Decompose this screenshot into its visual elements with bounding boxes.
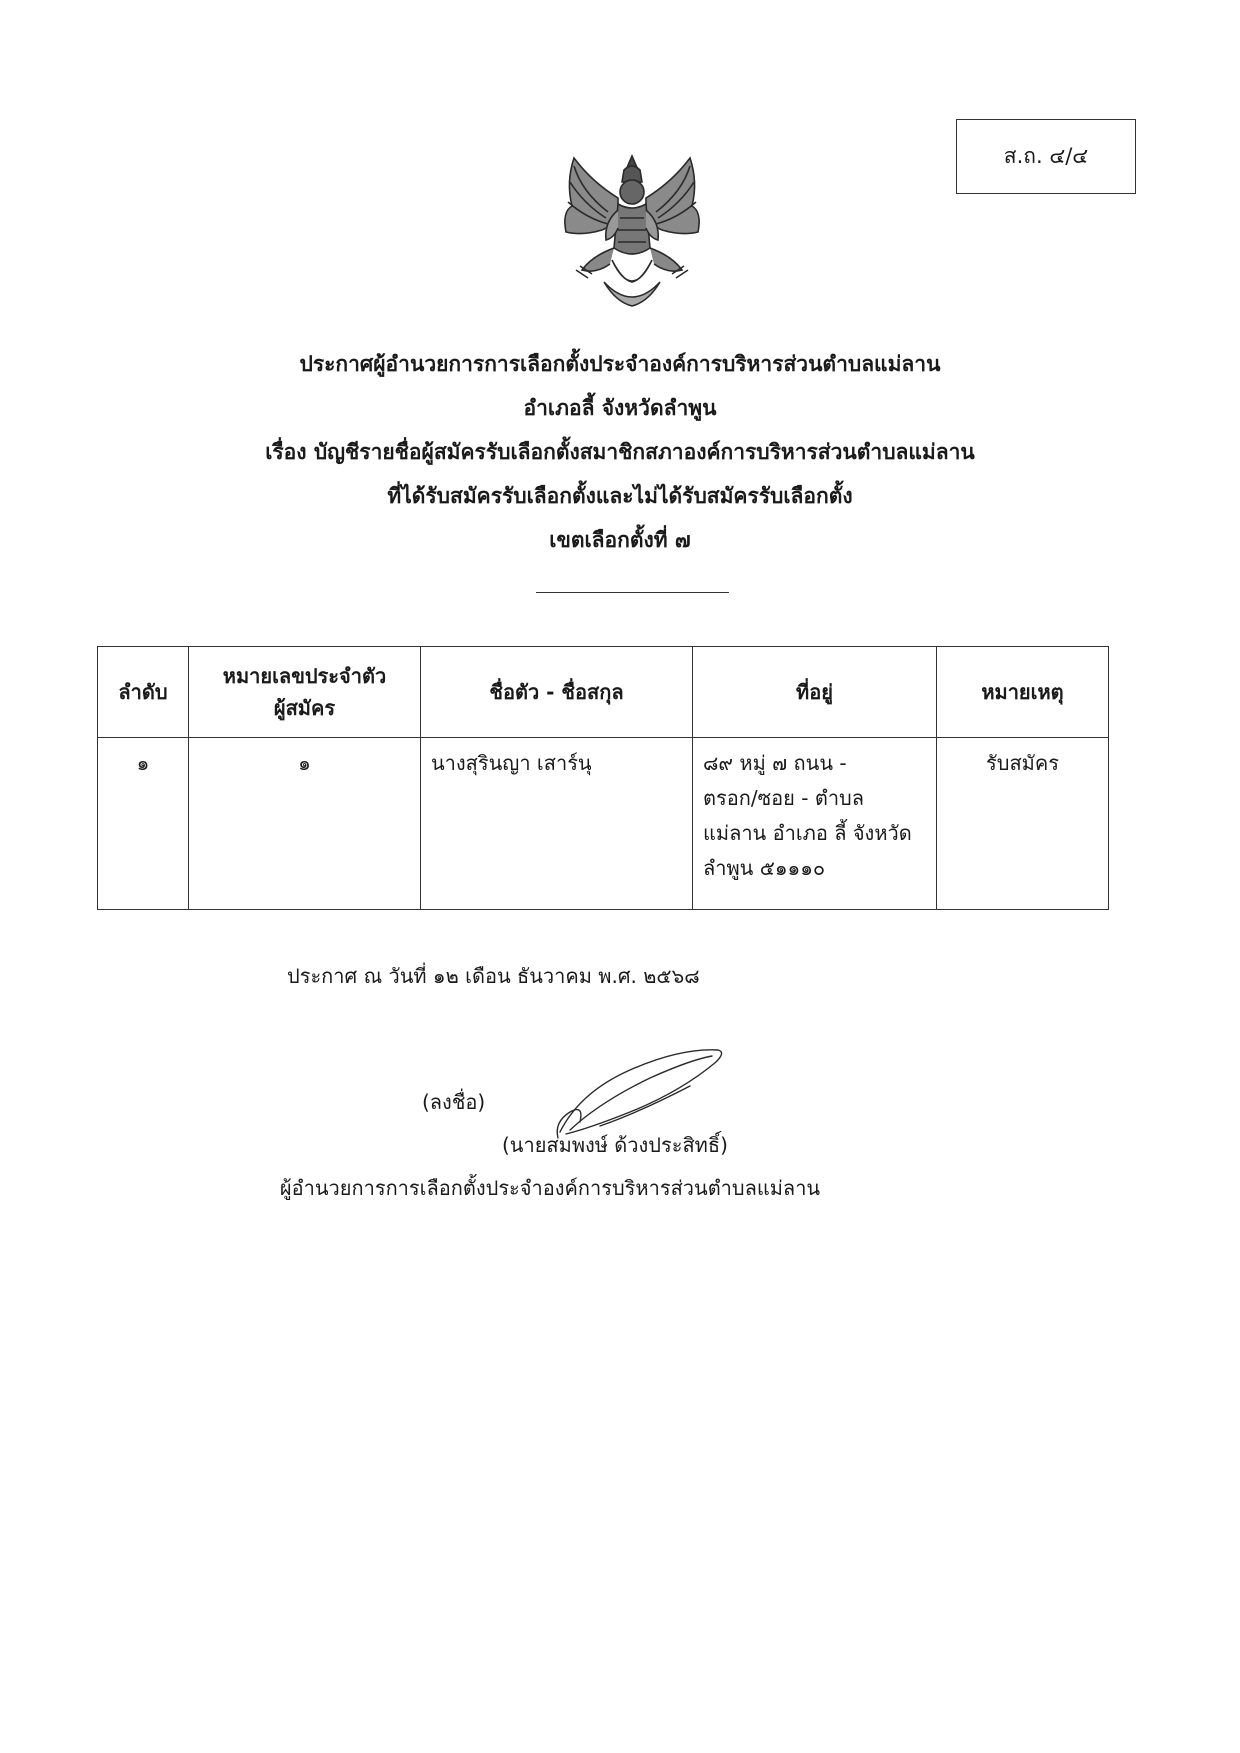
cell-order: ๑: [98, 738, 189, 910]
cell-remark: รับสมัคร: [937, 738, 1109, 910]
header-candidate-number-line-1: หมายเลขประจำตัว: [222, 664, 387, 688]
header-name: ชื่อตัว - ชื่อสกุล: [421, 647, 693, 738]
handwritten-signature-icon: [540, 1042, 740, 1142]
table-row: [98, 738, 1109, 910]
header-order: ลำดับ: [98, 647, 189, 738]
table-header-row: [98, 647, 1109, 738]
announcement-header: [0, 342, 1240, 562]
header-line-4: ที่ได้รับสมัครรับเลือกตั้งและไม่ได้รับสมัครรับเลือกตั้ง: [387, 484, 853, 508]
header-line-1: ประกาศผู้อำนวยการการเลือกตั้งประจำองค์การบริหารส่วนตำบลแม่ลาน: [299, 352, 941, 376]
form-code-box: [956, 119, 1136, 194]
header-candidate-number-line-2: ผู้สมัคร: [273, 696, 336, 720]
header-candidate-number: [189, 647, 421, 738]
header-address: ที่อยู่: [693, 647, 937, 738]
header-line-5: เขตเลือกตั้งที่ ๗: [549, 528, 691, 552]
signer-position: ผู้อำนวยการการเลือกตั้งประจำองค์การบริหารส่วนตำบลแม่ลาน: [279, 1176, 821, 1200]
garuda-emblem-icon: [552, 152, 712, 314]
announcement-date: ประกาศ ณ วันที่ ๑๒ เดือน ธันวาคม พ.ศ. ๒๕๖๘: [287, 964, 700, 988]
header-line-2: อำเภอลี้ จังหวัดลำพูน: [523, 396, 717, 420]
cell-address: [693, 738, 937, 910]
header-line-3: เรื่อง บัญชีรายชื่อผู้สมัครรับเลือกตั้งสมาชิกสภาองค์การบริหารส่วนตำบลแม่ลาน: [265, 440, 975, 464]
address-line-3: แม่ลาน อำเภอ ลี้ จังหวัด: [703, 821, 912, 845]
address-line-4: ลำพูน ๕๑๑๑๐: [703, 856, 826, 880]
signature-label: (ลงชื่อ): [422, 1090, 486, 1114]
form-code: ส.ถ. ๔/๔: [1003, 144, 1089, 168]
cell-name: นางสุรินญา เสาร์นุ: [421, 738, 693, 910]
candidate-table: [97, 646, 1109, 910]
signer-name: (นายสมพงษ์ ด้วงประสิทธิ์): [502, 1133, 728, 1157]
address-line-1: ๘๙ หมู่ ๗ ถนน -: [703, 751, 847, 775]
header-remark: หมายเหตุ: [937, 647, 1109, 738]
address-line-2: ตรอก/ซอย - ตำบล: [703, 786, 864, 810]
header-divider: [536, 592, 729, 593]
cell-candidate-number: ๑: [189, 738, 421, 910]
